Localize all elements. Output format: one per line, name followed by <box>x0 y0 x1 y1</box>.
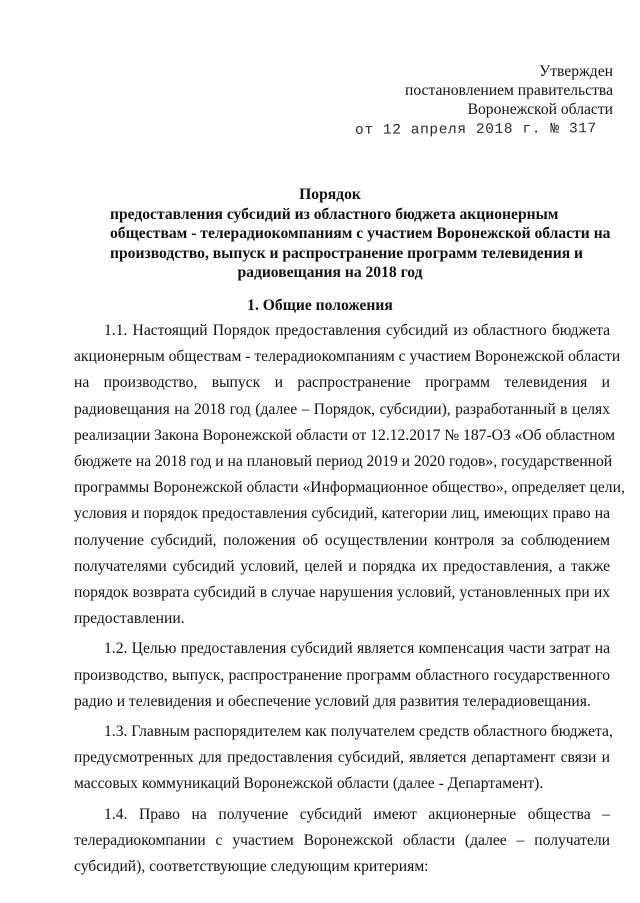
text-line: предоставлении. <box>74 610 185 628</box>
approval-line: Утвержден <box>539 63 613 80</box>
title-line: радиовещания на 2018 год <box>237 264 423 282</box>
text-line: на производство, выпуск и распространение программ телевидения и <box>74 374 610 392</box>
text-line: телерадиокомпании с участием Воронежской области (далее – получатели <box>74 831 610 849</box>
text-line: 1.3. Главным распорядителем как получателем средств областного бюджета, <box>104 723 613 741</box>
text-line: условия и порядок предоставления субсидий, категории лиц, имеющих право на <box>74 505 610 523</box>
text-line: реализации Закона Воронежской области от 12.12.2017 № 187-ОЗ «Об областном <box>74 426 615 444</box>
text-line: субсидий), соответствующие следующим критериям: <box>74 858 429 876</box>
text-line: массовых коммуникаций Воронежской области (далее - Департамент). <box>74 775 544 793</box>
text-line: акционерным обществам - телерадиокомпаниям с участием Воронежской области <box>74 348 621 366</box>
text-line: получателями субсидий условий, целей и порядка их предоставления, а также <box>74 557 610 575</box>
approval-line: постановлением правительства <box>405 82 613 99</box>
text-line: производство, выпуск, распространение программ областного государственного <box>74 666 610 684</box>
title-line: Порядок <box>299 186 361 203</box>
approval-block <box>355 62 613 140</box>
text-line: порядок возврата субсидий в случае нарушения условий, установленных при их <box>74 584 610 602</box>
text-line: 1.4. Право на получение субсидий имеют акционерные общества – <box>104 805 610 823</box>
text-line: бюджете на 2018 год и на плановый период 2019 и 2020 годов», государственной <box>74 453 613 471</box>
text-line: 1.2. Целью предоставления субсидий является компенсация части затрат на <box>104 640 610 658</box>
approval-stamp: от 12 апреля 2018 г. № 317 <box>355 121 598 139</box>
text-line: предусмотренных для предоставления субсидий, является департамент связи и <box>74 749 610 767</box>
text-line: 1.1. Настоящий Порядок предоставления субсидий из областного бюджета <box>104 322 610 339</box>
paragraph-1-2 <box>74 636 610 715</box>
document-title <box>110 185 611 283</box>
paragraph-1-1 <box>74 318 625 632</box>
paragraph-1-3 <box>74 719 613 798</box>
approval-line: Воронежской области <box>467 101 613 118</box>
title-line: предоставления субсидий из областного бюджета акционерным <box>110 205 559 223</box>
document-body <box>74 318 625 884</box>
text-line: радио и телевидения и обеспечение условий для развития телерадиовещания. <box>74 692 591 710</box>
title-line: обществам - телерадиокомпаниям с участием Воронежской области на <box>110 225 611 243</box>
text-line: программы Воронежской области «Информационное общество», определяет цели, <box>74 479 625 497</box>
text-line: радиовещания на 2018 год (далее – Порядок, субсидии), разработанный в целях <box>74 400 610 418</box>
section-heading: 1. Общие положения <box>247 297 393 314</box>
text-line: получение субсидий, положения об осуществлении контроля за соблюдением <box>74 531 610 549</box>
paragraph-1-4 <box>74 802 610 881</box>
title-line: производство, выпуск и распространение программ телевидения и <box>110 244 584 262</box>
